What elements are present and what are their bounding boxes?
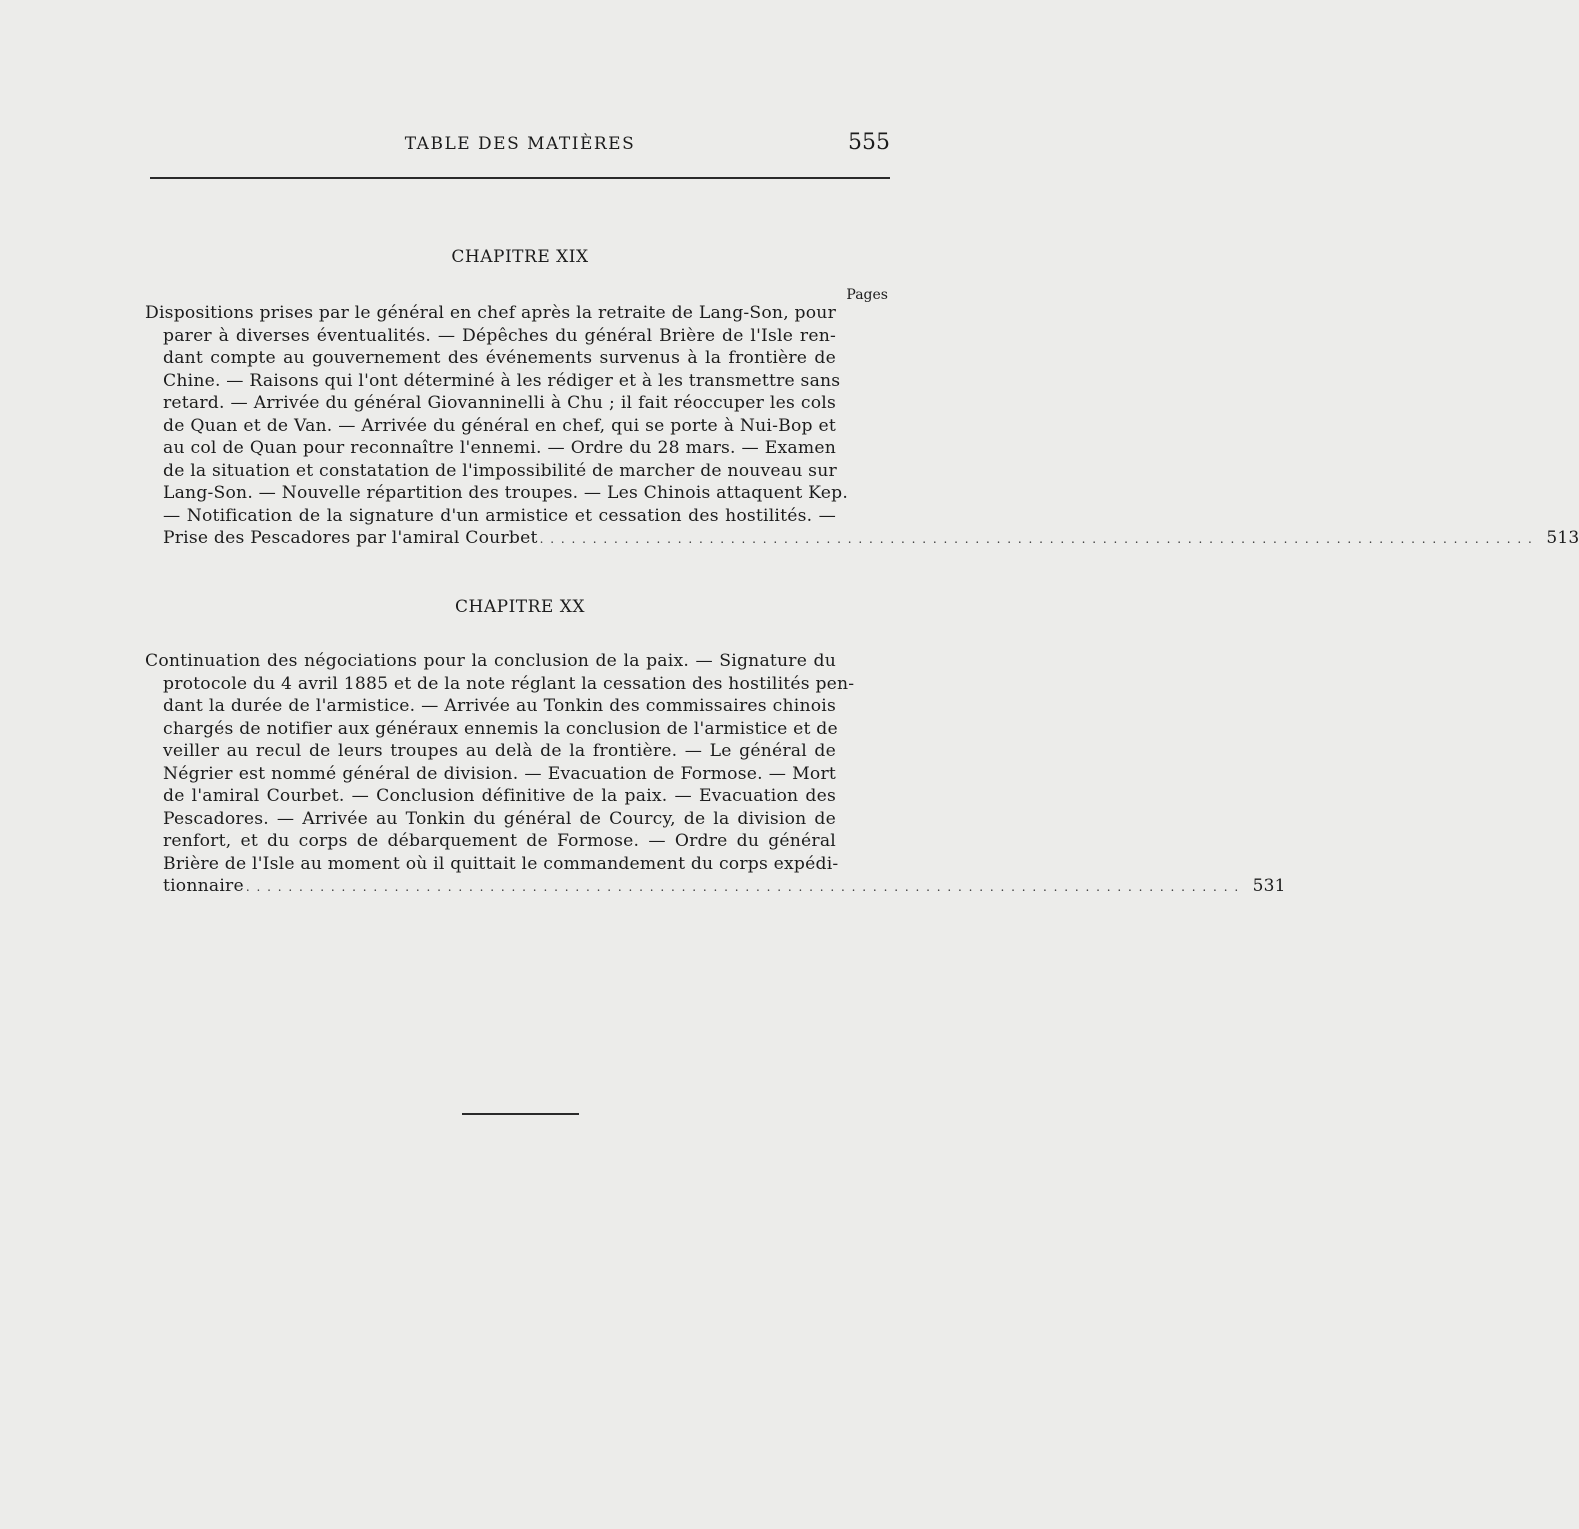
entry-leader-line [163,528,1579,550]
entry-line: retard. — Arrivée du général Giovanninelli à Chu ; il fait réoccuper les cols [163,393,836,413]
pages-column-label: Pages [846,287,888,303]
chapter-heading: CHAPITRE XIX [451,247,589,267]
dot-leader: . . . . . . . . . . . . . . . . . . . . . . . . . . . . . . . . . . . . . . . . . . . . . . . . . . . . . . . . . . . . . . . . . . . . . . . . . . . . . . . . . . . . . . . . . . . . . . [539,532,1534,546]
entry-leader-line [163,876,1286,898]
running-head [150,132,890,158]
entry-line: Prise des Pescadores par l'amiral Courbet [163,528,538,548]
entry-line: renfort, et du corps de débarquement de Formose. — Ordre du général [163,831,836,851]
entry-line: chargés de notifier aux généraux ennemis la conclusion de l'armistice et de [163,718,838,739]
page-number: 555 [848,130,890,155]
header-rule [150,177,890,179]
entry-line: dant compte au gouvernement des événements survenus à la frontière de [163,348,836,368]
chapter-heading: CHAPITRE XX [455,597,585,617]
entry-line: Chine. — Raisons qui l'ont déterminé à les rédiger et à les transmettre sans [163,370,841,391]
entry-line: Négrier est nommé général de division. — Evacuation de Formose. — Mort [163,763,836,784]
entry-line: dant la durée de l'armistice. — Arrivée au Tonkin des commissaires chinois [163,696,836,716]
entry-line: de Quan et de Van. — Arrivée du général en chef, qui se porte à Nui-Bop et [163,415,836,436]
entry-line: parer à diverses éventualités. — Dépêches du général Brière de l'Isle ren- [163,325,836,346]
entry-line: Continuation des négociations pour la conclusion de la paix. — Signature du [145,651,836,671]
entry-line: au col de Quan pour reconnaître l'ennemi. — Ordre du 28 mars. — Examen [163,438,836,458]
entry-line: tionnaire [163,876,244,896]
entry-line: Dispositions prises par le général en chef après la retraite de Lang-Son, pour [145,303,836,323]
entry-line: Brière de l'Isle au moment où il quittait le commandement du corps expédi- [163,853,839,874]
entry-page-number: 513 [1546,528,1579,548]
entry-line: protocole du 4 avril 1885 et de la note réglant la cessation des hostilités pen- [163,673,855,694]
entry-line: de la situation et constatation de l'impossibilité de marcher de nouveau sur [163,460,837,481]
dot-leader: . . . . . . . . . . . . . . . . . . . . . . . . . . . . . . . . . . . . . . . . . . . . . . . . . . . . . . . . . . . . . . . . . . . . . . . . . . . . . . . . . . . . . . . . . . . . . . [245,880,1240,894]
entry-line: Pescadores. — Arrivée au Tonkin du général de Courcy, de la division de [163,808,836,829]
entry-line: Lang-Son. — Nouvelle répartition des troupes. — Les Chinois attaquent Kep. [163,483,848,503]
entry-line: — Notification de la signature d'un armistice et cessation des hostilités. — [163,505,836,526]
end-rule [462,1113,579,1115]
entry-line: veiller au recul de leurs troupes au delà de la frontière. — Le général de [163,741,836,761]
entry-page-number: 531 [1252,876,1286,896]
running-title: TABLE DES MATIÈRES [404,134,636,154]
entry-line: de l'amiral Courbet. — Conclusion définitive de la paix. — Evacuation des [163,786,836,806]
